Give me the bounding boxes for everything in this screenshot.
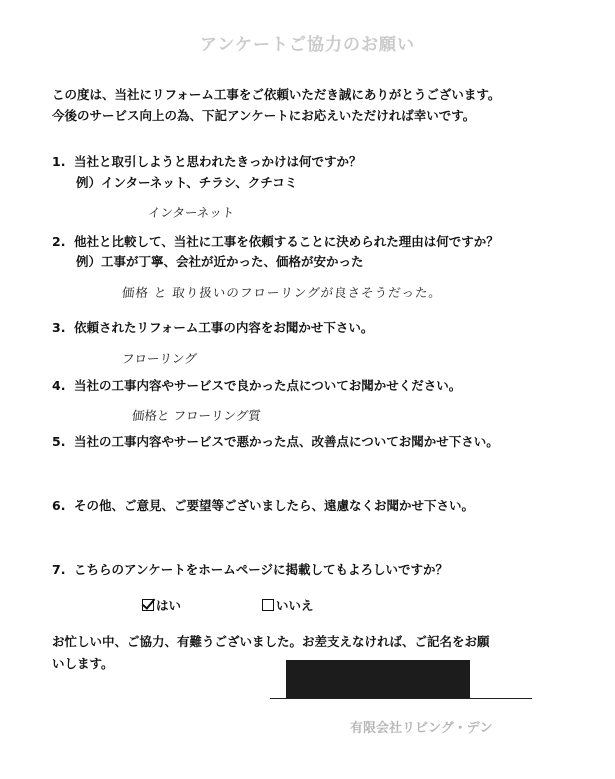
intro-line-1: この度は、当社にリフォーム工事をご依頼いただき誠にありがとうございます。 (52, 87, 501, 102)
company-name: 有限会社リビング・デン (350, 721, 493, 736)
consent-no-option[interactable] (262, 596, 314, 614)
consent-no-label: いいえ (276, 598, 314, 613)
answer-2: 価格 と 取り扱いのフローリングが良さそうだった。 (121, 285, 443, 300)
consent-yes-checkbox[interactable] (142, 599, 154, 611)
question-number: 2. (52, 234, 66, 249)
question-number: 1. (52, 154, 66, 169)
page-title: アンケートご協力のお願い (200, 35, 415, 55)
question-text: その他、ご意見、ご要望等ございましたら、遠慮なくお聞かせ下さい。 (74, 498, 475, 513)
question-7 (52, 560, 448, 578)
question-3 (52, 318, 373, 336)
question-2-example: 例）工事が丁寧、会社が近かった、価格が安かった (76, 254, 364, 269)
closing-line-2: いします。 (52, 656, 114, 671)
question-4 (52, 376, 461, 394)
consent-no-checkbox[interactable] (262, 599, 274, 611)
question-number: 6. (52, 498, 66, 513)
question-text: 当社と取引しようと思われたきっかけは何ですか？ (74, 154, 362, 169)
signature-line (270, 698, 532, 699)
redacted-name-box (286, 660, 470, 698)
closing-line-1: お忙しい中、ご協力、有難うございました。お差支えなければ、ご記名をお願 (52, 634, 490, 649)
intro-line-2: 今後のサービス向上の為、下記アンケートにお応えいただければ幸いです。 (52, 108, 476, 123)
question-1 (52, 152, 362, 170)
question-2 (52, 232, 499, 250)
question-5 (52, 432, 499, 450)
question-text: 当社の工事内容やサービスで良かった点についてお聞かせください。 (74, 378, 462, 393)
question-text: 依頼されたリフォーム工事の内容をお聞かせ下さい。 (74, 320, 374, 335)
question-text: こちらのアンケートをホームページに掲載してもよろしいですか？ (74, 562, 449, 577)
question-6 (52, 496, 474, 514)
consent-yes-option[interactable] (142, 596, 181, 614)
question-number: 7. (52, 562, 66, 577)
answer-1: インターネット (147, 205, 236, 220)
question-1-example: 例）インターネット、チラシ、クチコミ (76, 175, 298, 190)
answer-4: 価格と フローリング質 (131, 408, 262, 423)
question-number: 5. (52, 434, 66, 449)
question-text: 他社と比較して、当社に工事を依頼することに決められた理由は何ですか？ (74, 234, 499, 249)
question-number: 3. (52, 320, 66, 335)
question-number: 4. (52, 378, 66, 393)
answer-3: フローリング (121, 351, 198, 366)
consent-yes-label: はい (156, 598, 182, 613)
question-text: 当社の工事内容やサービスで悪かった点、改善点についてお聞かせ下さい。 (74, 434, 499, 449)
